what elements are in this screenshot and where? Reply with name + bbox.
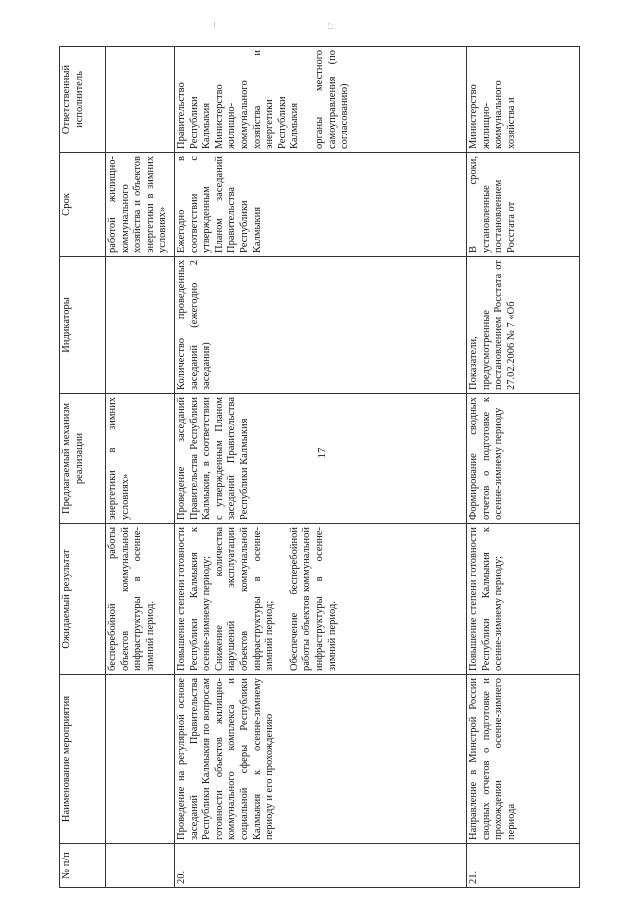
executor-item: органы местного самоуправления (по согласованию) [313, 50, 351, 149]
row-number: 20. [175, 844, 467, 888]
header-executor: Ответственный исполнитель [60, 47, 106, 153]
header-indicators: Индикаторы [60, 257, 106, 394]
executor-item: Правительство Республики Калмыкия Министерство жилищно-коммунального хозяйства и энергетики Республики Калмыкия [176, 50, 301, 149]
header-number: № п/п [60, 844, 106, 888]
row-activity: Проведение на регулярной основе заседаний Правительства Республики Калмыкия по вопросам готовности объектов жилищно-коммунального комплекса и социальной сферы Республики Калмыкия к осенне-зимнему периоду и его прохождению [175, 675, 467, 844]
row-executor [175, 47, 467, 153]
row-deadline: работой жилищно-коммунального хозяйства и объектов энергетики в зимних условиях» [106, 153, 175, 257]
faint-page-number: 17 [326, 22, 336, 31]
row-result [106, 524, 175, 675]
header-result: Ожидаемый результат [60, 524, 106, 675]
header-activity: Наименование мероприятия [60, 675, 106, 844]
row-number [106, 844, 175, 888]
result-item: Повышение степени готовности Республики Калмыкия к осенне-зимнему периоду; [176, 527, 213, 671]
row-indicators: Показатели, предусмотренные постановлением Росстата от 27.02.2006 № 7 «Об [467, 257, 580, 394]
table-row [175, 47, 467, 888]
result-item: Снижение количества нарушений эксплуатации объектов коммунальной инфраструктуры в осенне-зимний период; [213, 527, 276, 671]
row-executor [106, 47, 175, 153]
page-number: 17 [316, 447, 328, 459]
row-activity [106, 675, 175, 844]
row-executor [467, 47, 580, 153]
result-item: Повышение степени готовности Республики Калмыкия к осенне-зимнему периоду; [468, 527, 505, 671]
row-mechanism: энергетики в зимних условиях» [106, 394, 175, 524]
row-deadline: Ежегодно в соответствии с утвержденным Планом заседаний Правительства Республики Калмыкия [175, 153, 467, 257]
result-item: бесперебойной работы объектов коммунальной инфраструктуры в осенне-зимний период. [107, 527, 156, 671]
header-deadline: Срок [60, 153, 106, 257]
row-indicators: Количество проведенных заседаний (ежегодно 2 заседания) [175, 257, 467, 394]
row-mechanism: Проведение заседаний Правительства Республики Калмыкия, в соответствии с утвержденным Планом заседаний Правительства Республики Калмыкия [175, 394, 467, 524]
table-row [467, 47, 580, 888]
table-header-row [60, 47, 106, 888]
header-mechanism: Предлагаемый механизм реализации [60, 394, 106, 524]
result-item: Обеспечение бесперебойной работы объектов коммунальной инфраструктуры в осенне-зимний период. [288, 527, 338, 671]
row-activity: Направление в Минстрой России сводных отчетов о подготовке и прохождении осенне-зимнего периода [467, 675, 580, 844]
executor-item: Министерство жилищно-коммунального хозяйства и [468, 80, 517, 149]
row-mechanism: Формирование сводных отчетов о подготовке к осенне-зимнему периоду [467, 394, 580, 524]
row-result [175, 524, 467, 675]
measures-table [59, 46, 580, 888]
row-indicators [106, 257, 175, 394]
row-deadline: В сроки, установленные постановлением Росстата от [467, 153, 580, 257]
rotated-table-wrapper [59, 47, 579, 888]
row-result [467, 524, 580, 675]
row-number: 21. [467, 844, 580, 888]
table-row [106, 47, 175, 888]
scan-mark [214, 22, 215, 28]
